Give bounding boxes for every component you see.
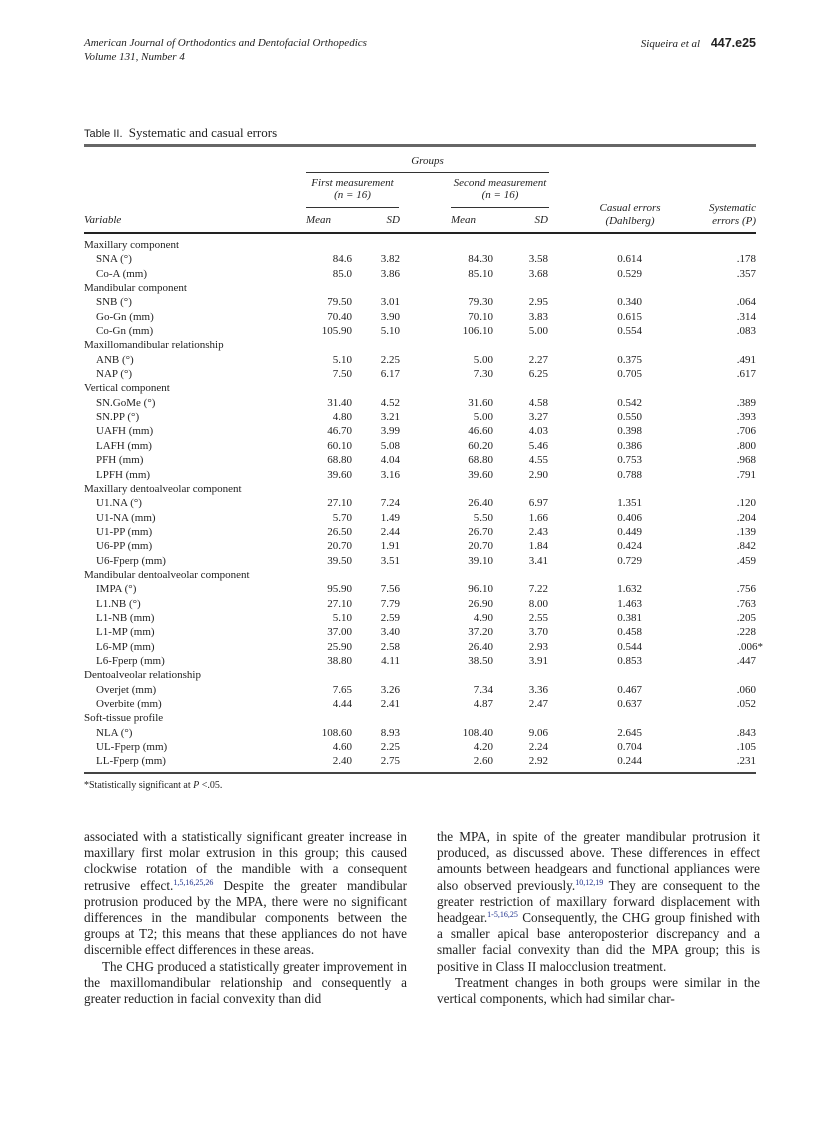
- section-label: Dentoalveolar relationship: [84, 669, 201, 682]
- sd-2-cell: 3.58: [528, 253, 548, 266]
- author-name: Siqueira et al: [640, 38, 701, 50]
- mean-1-cell: 25.90: [327, 640, 352, 653]
- mean-2-cell: 5.00: [473, 353, 493, 366]
- table-row: [84, 640, 763, 654]
- mean-1-cell: 108.60: [321, 726, 352, 739]
- variable-label: NLA (°): [96, 726, 133, 739]
- systematic-error-cell: .204: [736, 511, 756, 524]
- mean-2-cell: 26.70: [468, 525, 493, 538]
- sd-2-cell: 2.92: [528, 755, 548, 768]
- sd-1-cell: 7.56: [380, 583, 400, 596]
- casual-error-cell: 0.614: [617, 253, 642, 266]
- header-casual-line2: (Dahlberg): [605, 215, 655, 227]
- casual-error-cell: 0.853: [617, 654, 642, 667]
- variable-label: LAFH (mm): [96, 439, 152, 452]
- sd-2-cell: 4.03: [528, 425, 548, 438]
- systematic-error-cell: .231: [736, 755, 756, 768]
- mean-1-cell: 20.70: [327, 540, 352, 553]
- sd-1-cell: 3.01: [380, 296, 400, 309]
- variable-label: U6-Fperp (mm): [96, 554, 166, 567]
- sd-2-cell: 3.68: [528, 267, 548, 280]
- sd-1-cell: 3.21: [380, 411, 400, 424]
- casual-error-cell: 0.386: [617, 439, 642, 452]
- sd-2-cell: 7.22: [528, 583, 548, 596]
- variable-label: UL-Fperp (mm): [96, 741, 168, 754]
- table-row: [84, 625, 756, 639]
- variable-label: L1-NB (mm): [96, 611, 155, 624]
- header-casual-line1: Casual errors: [599, 202, 661, 214]
- mean-1-cell: 27.10: [327, 497, 352, 510]
- sd-1-cell: 8.93: [380, 726, 400, 739]
- table-row: [84, 654, 756, 668]
- table-row: [84, 267, 756, 281]
- casual-error-cell: 0.467: [617, 683, 642, 696]
- sd-2-cell: 2.55: [528, 611, 548, 624]
- casual-error-cell: 0.542: [617, 396, 642, 409]
- table-footnote: [84, 780, 222, 791]
- sd-1-cell: 2.58: [380, 640, 400, 653]
- sd-1-cell: 7.24: [380, 497, 400, 510]
- mean-1-cell: 27.10: [327, 597, 352, 610]
- variable-label: L6-MP (mm): [96, 640, 155, 653]
- sd-1-cell: 4.11: [381, 654, 400, 667]
- mean-1-cell: 105.90: [321, 325, 352, 338]
- systematic-error-cell: .800: [736, 439, 756, 452]
- sd-2-cell: 2.24: [528, 741, 548, 754]
- page-number: 447.e25: [710, 36, 756, 50]
- sd-1-cell: 2.59: [380, 611, 400, 624]
- variable-label: L6-Fperp (mm): [96, 654, 165, 667]
- sd-1-cell: 4.04: [380, 454, 400, 467]
- mean-2-cell: 46.60: [468, 425, 493, 438]
- table-row: [84, 496, 756, 510]
- systematic-error-cell: .459: [736, 554, 756, 567]
- mean-2-cell: 4.20: [473, 741, 493, 754]
- sd-1-cell: 2.75: [380, 755, 400, 768]
- footnote-prefix: *Statistically significant at: [84, 780, 194, 791]
- systematic-error-cell: .060: [736, 683, 756, 696]
- table-row: [84, 740, 756, 754]
- mean-2-cell: 26.40: [468, 497, 493, 510]
- variable-label: SNA (°): [96, 253, 132, 266]
- header-mean-2: Mean: [451, 214, 477, 226]
- systematic-error-cell: .178: [736, 253, 756, 266]
- mean-2-cell: 7.30: [473, 368, 493, 381]
- mean-1-cell: 5.70: [332, 511, 352, 524]
- mean-1-cell: 5.10: [332, 353, 352, 366]
- sd-2-cell: 1.66: [528, 511, 548, 524]
- sd-1-cell: 7.79: [380, 597, 400, 610]
- variable-label: SNB (°): [96, 296, 132, 309]
- sd-1-cell: 3.51: [380, 554, 400, 567]
- casual-error-cell: 0.554: [617, 325, 642, 338]
- footnote-suffix: <.05.: [199, 780, 223, 791]
- systematic-error-cell: .756: [736, 583, 756, 596]
- mean-2-cell: 39.10: [468, 554, 493, 567]
- systematic-error-cell: .842: [736, 540, 756, 553]
- header-mean-1: Mean: [306, 214, 332, 226]
- mean-1-cell: 4.44: [332, 698, 352, 710]
- table-section-row: [84, 281, 756, 295]
- sd-1-cell: 3.86: [380, 267, 400, 280]
- variable-label: UAFH (mm): [96, 425, 154, 438]
- mean-2-cell: 26.90: [468, 597, 493, 610]
- table-row: [84, 726, 756, 740]
- variable-label: L1.NB (°): [96, 597, 141, 610]
- table-row: [84, 468, 756, 482]
- table-section-row: [84, 711, 756, 725]
- casual-error-cell: 0.544: [617, 640, 642, 653]
- citation-link[interactable]: 10,12,19: [575, 877, 604, 887]
- mean-2-cell: 26.40: [468, 640, 493, 653]
- sd-2-cell: 3.36: [528, 683, 548, 696]
- systematic-error-cell: .617: [736, 368, 756, 381]
- mean-1-cell: 39.50: [327, 554, 352, 567]
- table-title: Systematic and casual errors: [128, 125, 278, 140]
- systematic-error-cell: .314: [736, 310, 756, 323]
- casual-error-cell: 1.463: [617, 597, 642, 610]
- table-row: [84, 611, 756, 625]
- casual-error-cell: 1.632: [617, 583, 642, 596]
- table-row: [84, 252, 756, 266]
- mean-1-cell: 4.60: [332, 741, 352, 754]
- second-measurement-rule: [451, 207, 549, 208]
- mean-1-cell: 2.40: [332, 755, 352, 768]
- sd-2-cell: 2.93: [528, 640, 548, 653]
- table-row: [84, 539, 756, 553]
- text-run: Despite the greater mandibular protrusion produced by the MPA, there were no significant differences in the mandibular components between the groups at T2; this means that these appliances do not have discernible effect differences in these areas.: [84, 877, 408, 958]
- mean-2-cell: 108.40: [462, 726, 493, 739]
- footnote-p: P: [193, 780, 200, 791]
- sd-1-cell: 3.26: [380, 683, 400, 696]
- header-first-measurement: First measurement: [311, 177, 394, 189]
- sd-1-cell: 3.40: [380, 626, 400, 639]
- paragraph: [437, 829, 760, 975]
- sd-2-cell: 3.83: [528, 310, 548, 323]
- header-systematic-errors: [680, 202, 756, 228]
- groups-rule: [306, 172, 549, 173]
- mean-2-cell: 5.00: [473, 411, 493, 424]
- systematic-error-cell: .491: [736, 353, 756, 366]
- table-row: [84, 754, 756, 768]
- mean-1-cell: 68.80: [327, 454, 352, 467]
- mean-1-cell: 95.90: [327, 583, 352, 596]
- table-row: [84, 582, 756, 596]
- variable-label: Co-A (mm): [96, 267, 148, 280]
- paragraph: [84, 829, 407, 959]
- sd-1-cell: 3.99: [380, 425, 400, 438]
- table-row: [84, 295, 756, 309]
- sd-1-cell: 6.17: [380, 368, 400, 381]
- table-body: [84, 238, 763, 769]
- variable-label: U1-NA (mm): [96, 511, 156, 524]
- mean-1-cell: 39.60: [327, 468, 352, 481]
- sd-2-cell: 2.47: [528, 698, 548, 710]
- journal-info: [84, 37, 367, 64]
- casual-error-cell: 0.753: [617, 454, 642, 467]
- mean-2-cell: 37.20: [468, 626, 493, 639]
- sd-2-cell: 4.58: [528, 396, 548, 409]
- casual-error-cell: 0.458: [617, 626, 642, 639]
- sd-1-cell: 3.82: [380, 253, 400, 266]
- table-row: [84, 453, 756, 467]
- systematic-error-cell: .447: [736, 654, 756, 667]
- variable-label: Overbite (mm): [96, 698, 162, 710]
- casual-error-cell: 0.449: [617, 525, 642, 538]
- header-groups: Groups: [411, 155, 444, 167]
- casual-error-cell: 0.550: [617, 411, 642, 424]
- table-top-rule: [84, 144, 756, 147]
- section-label: Mandibular dentoalveolar component: [84, 568, 250, 581]
- paragraph: The CHG produced a statistically greater improvement in the maxillomandibular relationship and consequently a greater reduction in facial convexity than did: [84, 958, 407, 1007]
- sd-2-cell: 3.70: [528, 626, 548, 639]
- mean-2-cell: 38.50: [468, 654, 493, 667]
- section-label: Mandibular component: [84, 282, 187, 295]
- table-label: Table II.: [84, 128, 123, 140]
- sd-2-cell: 2.43: [528, 525, 548, 538]
- table-section-row: [84, 482, 756, 496]
- table-row: [84, 424, 756, 438]
- systematic-error-cell: .706: [736, 425, 756, 438]
- casual-error-cell: 0.615: [617, 310, 642, 323]
- sd-2-cell: 1.84: [528, 540, 548, 553]
- variable-label: LL-Fperp (mm): [96, 755, 166, 768]
- table-row: [84, 525, 756, 539]
- variable-label: LPFH (mm): [96, 468, 151, 481]
- sd-2-cell: 2.95: [528, 296, 548, 309]
- systematic-error-cell: .064: [736, 296, 756, 309]
- sd-2-cell: 9.06: [528, 726, 548, 739]
- sd-2-cell: 6.25: [528, 368, 548, 381]
- casual-error-cell: 0.729: [617, 554, 642, 567]
- systematic-error-cell: .205: [736, 611, 756, 624]
- mean-2-cell: 70.10: [468, 310, 493, 323]
- sd-2-cell: 5.00: [528, 325, 548, 338]
- table-row: [84, 597, 756, 611]
- header-second-measurement: Second measurement: [453, 177, 547, 189]
- table-section-row: [84, 381, 756, 395]
- table-bottom-rule: [84, 772, 756, 774]
- casual-error-cell: 0.788: [617, 468, 642, 481]
- table-section-row: [84, 338, 756, 352]
- journal-title: American Journal of Orthodontics and Dentofacial Orthopedics: [84, 37, 367, 49]
- mean-2-cell: 31.60: [468, 396, 493, 409]
- variable-label: L1-MP (mm): [96, 626, 155, 639]
- table-row: [84, 396, 756, 410]
- sd-2-cell: 3.91: [528, 654, 548, 667]
- variable-label: SN.PP (°): [96, 411, 140, 424]
- sd-1-cell: 2.25: [380, 741, 400, 754]
- mean-1-cell: 5.10: [332, 611, 352, 624]
- casual-error-cell: 1.351: [617, 497, 642, 510]
- table-caption: [84, 125, 277, 141]
- sd-2-cell: 6.97: [528, 497, 548, 510]
- table-row: [84, 554, 756, 568]
- sd-1-cell: 2.44: [380, 525, 400, 538]
- first-measurement-rule: [306, 207, 399, 208]
- mean-2-cell: 85.10: [468, 267, 493, 280]
- mean-2-cell: 2.60: [473, 755, 493, 768]
- casual-error-cell: 0.705: [617, 368, 642, 381]
- text-run: associated with a statistically significant greater increase in maxillary first molar extrusion in this group; this caused clockwise rotation of the mandible with a consequent retrusive effect.: [84, 829, 407, 893]
- mean-1-cell: 7.50: [332, 368, 352, 381]
- casual-error-cell: 0.704: [617, 741, 642, 754]
- page-info: [641, 37, 756, 52]
- mean-1-cell: 85.0: [332, 267, 352, 280]
- systematic-error-cell: .357: [736, 267, 756, 280]
- casual-error-cell: 2.645: [617, 726, 642, 739]
- header-second-n: (n = 16): [481, 189, 519, 201]
- casual-error-cell: 0.398: [617, 425, 642, 438]
- mean-1-cell: 37.00: [327, 626, 352, 639]
- mean-2-cell: 79.30: [468, 296, 493, 309]
- casual-error-cell: 0.340: [617, 296, 642, 309]
- mean-1-cell: 79.50: [327, 296, 352, 309]
- mean-2-cell: 7.34: [473, 683, 493, 696]
- sd-2-cell: 3.27: [528, 411, 548, 424]
- sd-2-cell: 5.46: [528, 439, 548, 452]
- mean-2-cell: 60.20: [468, 439, 493, 452]
- table-section-row: [84, 238, 756, 252]
- variable-label: ANB (°): [96, 353, 134, 366]
- sd-1-cell: 5.08: [380, 439, 400, 452]
- mean-2-cell: 20.70: [468, 540, 493, 553]
- systematic-error-cell: .763: [736, 597, 756, 610]
- systematic-error-cell: .228: [736, 626, 756, 639]
- citation-link[interactable]: 1,5,16,25,26: [173, 877, 214, 887]
- paragraph: Treatment changes in both groups were similar in the vertical components, which had similar char-: [437, 974, 760, 1007]
- mean-2-cell: 39.60: [468, 468, 493, 481]
- mean-1-cell: 31.40: [327, 396, 352, 409]
- text-run: Consequently, the CHG group finished with a smaller apical base anteroposterior discrepancy and a smaller facial convexity than did the MPA group; this is positive in Class II malocclusion treatment.: [437, 910, 760, 974]
- table-row: [84, 353, 756, 367]
- systematic-error-cell: .083: [736, 325, 756, 338]
- mean-1-cell: 84.6: [332, 253, 352, 266]
- body-column-left: [84, 829, 407, 1007]
- mean-1-cell: 26.50: [327, 525, 352, 538]
- systematic-error-cell: .393: [736, 411, 756, 424]
- mean-2-cell: 68.80: [468, 454, 493, 467]
- header-systematic-line2: errors (P): [712, 215, 756, 227]
- header-first-n: (n = 16): [334, 189, 371, 201]
- sd-1-cell: 5.10: [380, 325, 400, 338]
- systematic-error-cell: .389: [736, 396, 756, 409]
- casual-error-cell: 0.637: [617, 698, 642, 710]
- variable-label: SN.GoMe (°): [96, 396, 156, 409]
- casual-error-cell: 0.244: [617, 755, 642, 768]
- mean-2-cell: 4.90: [473, 611, 493, 624]
- variable-label: Overjet (mm): [96, 683, 157, 696]
- table-section-row: [84, 668, 756, 682]
- body-column-right: [437, 829, 760, 1007]
- variable-label: Go-Gn (mm): [96, 310, 154, 323]
- text-run: the MPA, in spite of the greater mandibular protrusion it produced, as discussed above. These differences in effect amounts between headgears and functional appliances were also observed previously.: [437, 829, 760, 893]
- section-label: Vertical component: [84, 382, 170, 395]
- header-variable: Variable: [84, 214, 122, 226]
- sd-1-cell: 4.52: [380, 396, 400, 409]
- header-bottom-rule: [84, 232, 756, 234]
- sd-2-cell: 4.55: [528, 454, 548, 467]
- mean-2-cell: 5.50: [473, 511, 493, 524]
- systematic-error-cell: .052: [736, 698, 756, 710]
- section-label: Maxillary dentoalveolar component: [84, 482, 242, 495]
- mean-2-cell: 84.30: [468, 253, 493, 266]
- systematic-error-cell: .968: [736, 454, 756, 467]
- section-label: Soft-tissue profile: [84, 712, 164, 725]
- sd-2-cell: 2.90: [528, 468, 548, 481]
- variable-label: NAP (°): [96, 368, 133, 381]
- mean-1-cell: 4.80: [332, 411, 352, 424]
- casual-error-cell: 0.381: [617, 611, 642, 624]
- table-row: [84, 310, 756, 324]
- variable-label: IMPA (°): [96, 583, 137, 596]
- header-sd-1: SD: [386, 214, 400, 226]
- table-row: [84, 439, 756, 453]
- table-row: [84, 683, 756, 697]
- systematic-error-cell: .843: [736, 726, 756, 739]
- variable-label: U1-PP (mm): [96, 525, 153, 538]
- section-label: Maxillomandibular relationship: [84, 339, 224, 352]
- mean-1-cell: 60.10: [327, 439, 352, 452]
- casual-error-cell: 0.375: [617, 353, 642, 366]
- systematic-error-cell: .139: [736, 525, 756, 538]
- sd-2-cell: 8.00: [528, 597, 548, 610]
- mean-1-cell: 38.80: [327, 654, 352, 667]
- section-label: Maxillary component: [84, 239, 180, 251]
- variable-label: U1.NA (°): [96, 497, 142, 510]
- mean-2-cell: 96.10: [468, 583, 493, 596]
- variable-label: PFH (mm): [96, 454, 144, 467]
- casual-error-cell: 0.424: [617, 540, 642, 553]
- header-casual-errors: [580, 202, 680, 228]
- systematic-error-cell: .105: [736, 741, 756, 754]
- sd-1-cell: 1.91: [380, 540, 400, 553]
- sd-1-cell: 2.41: [380, 698, 400, 710]
- mean-2-cell: 106.10: [462, 325, 493, 338]
- systematic-error-cell: .120: [736, 497, 756, 510]
- sd-1-cell: 1.49: [380, 511, 400, 524]
- header-systematic-line1: Systematic: [708, 202, 756, 214]
- sd-1-cell: 3.16: [380, 468, 400, 481]
- text-run: They are consequent to the greater restriction of maxillary forward displacement with headgear.: [437, 877, 760, 926]
- table-row: [84, 324, 756, 338]
- mean-1-cell: 7.65: [332, 683, 352, 696]
- casual-error-cell: 0.529: [617, 267, 642, 280]
- sd-2-cell: 2.27: [528, 353, 548, 366]
- mean-1-cell: 70.40: [327, 310, 352, 323]
- mean-1-cell: 46.70: [327, 425, 352, 438]
- systematic-error-cell: .006*: [738, 640, 763, 653]
- casual-error-cell: 0.406: [617, 511, 642, 524]
- table-row: [84, 410, 756, 424]
- variable-label: Co-Gn (mm): [96, 325, 154, 338]
- journal-volume: Volume 131, Number 4: [84, 50, 185, 63]
- header-sd-2: SD: [534, 214, 548, 226]
- mean-2-cell: 4.87: [473, 698, 493, 710]
- table-row: [84, 511, 756, 525]
- variable-label: U6-PP (mm): [96, 540, 153, 553]
- sd-1-cell: 3.90: [380, 310, 400, 323]
- table-row: [84, 697, 756, 711]
- sd-1-cell: 2.25: [380, 353, 400, 366]
- systematic-error-cell: .791: [736, 468, 756, 481]
- table-row: [84, 367, 756, 381]
- citation-link[interactable]: 1-5,16,25: [487, 910, 518, 920]
- sd-2-cell: 3.41: [528, 554, 548, 567]
- table-section-row: [84, 568, 756, 582]
